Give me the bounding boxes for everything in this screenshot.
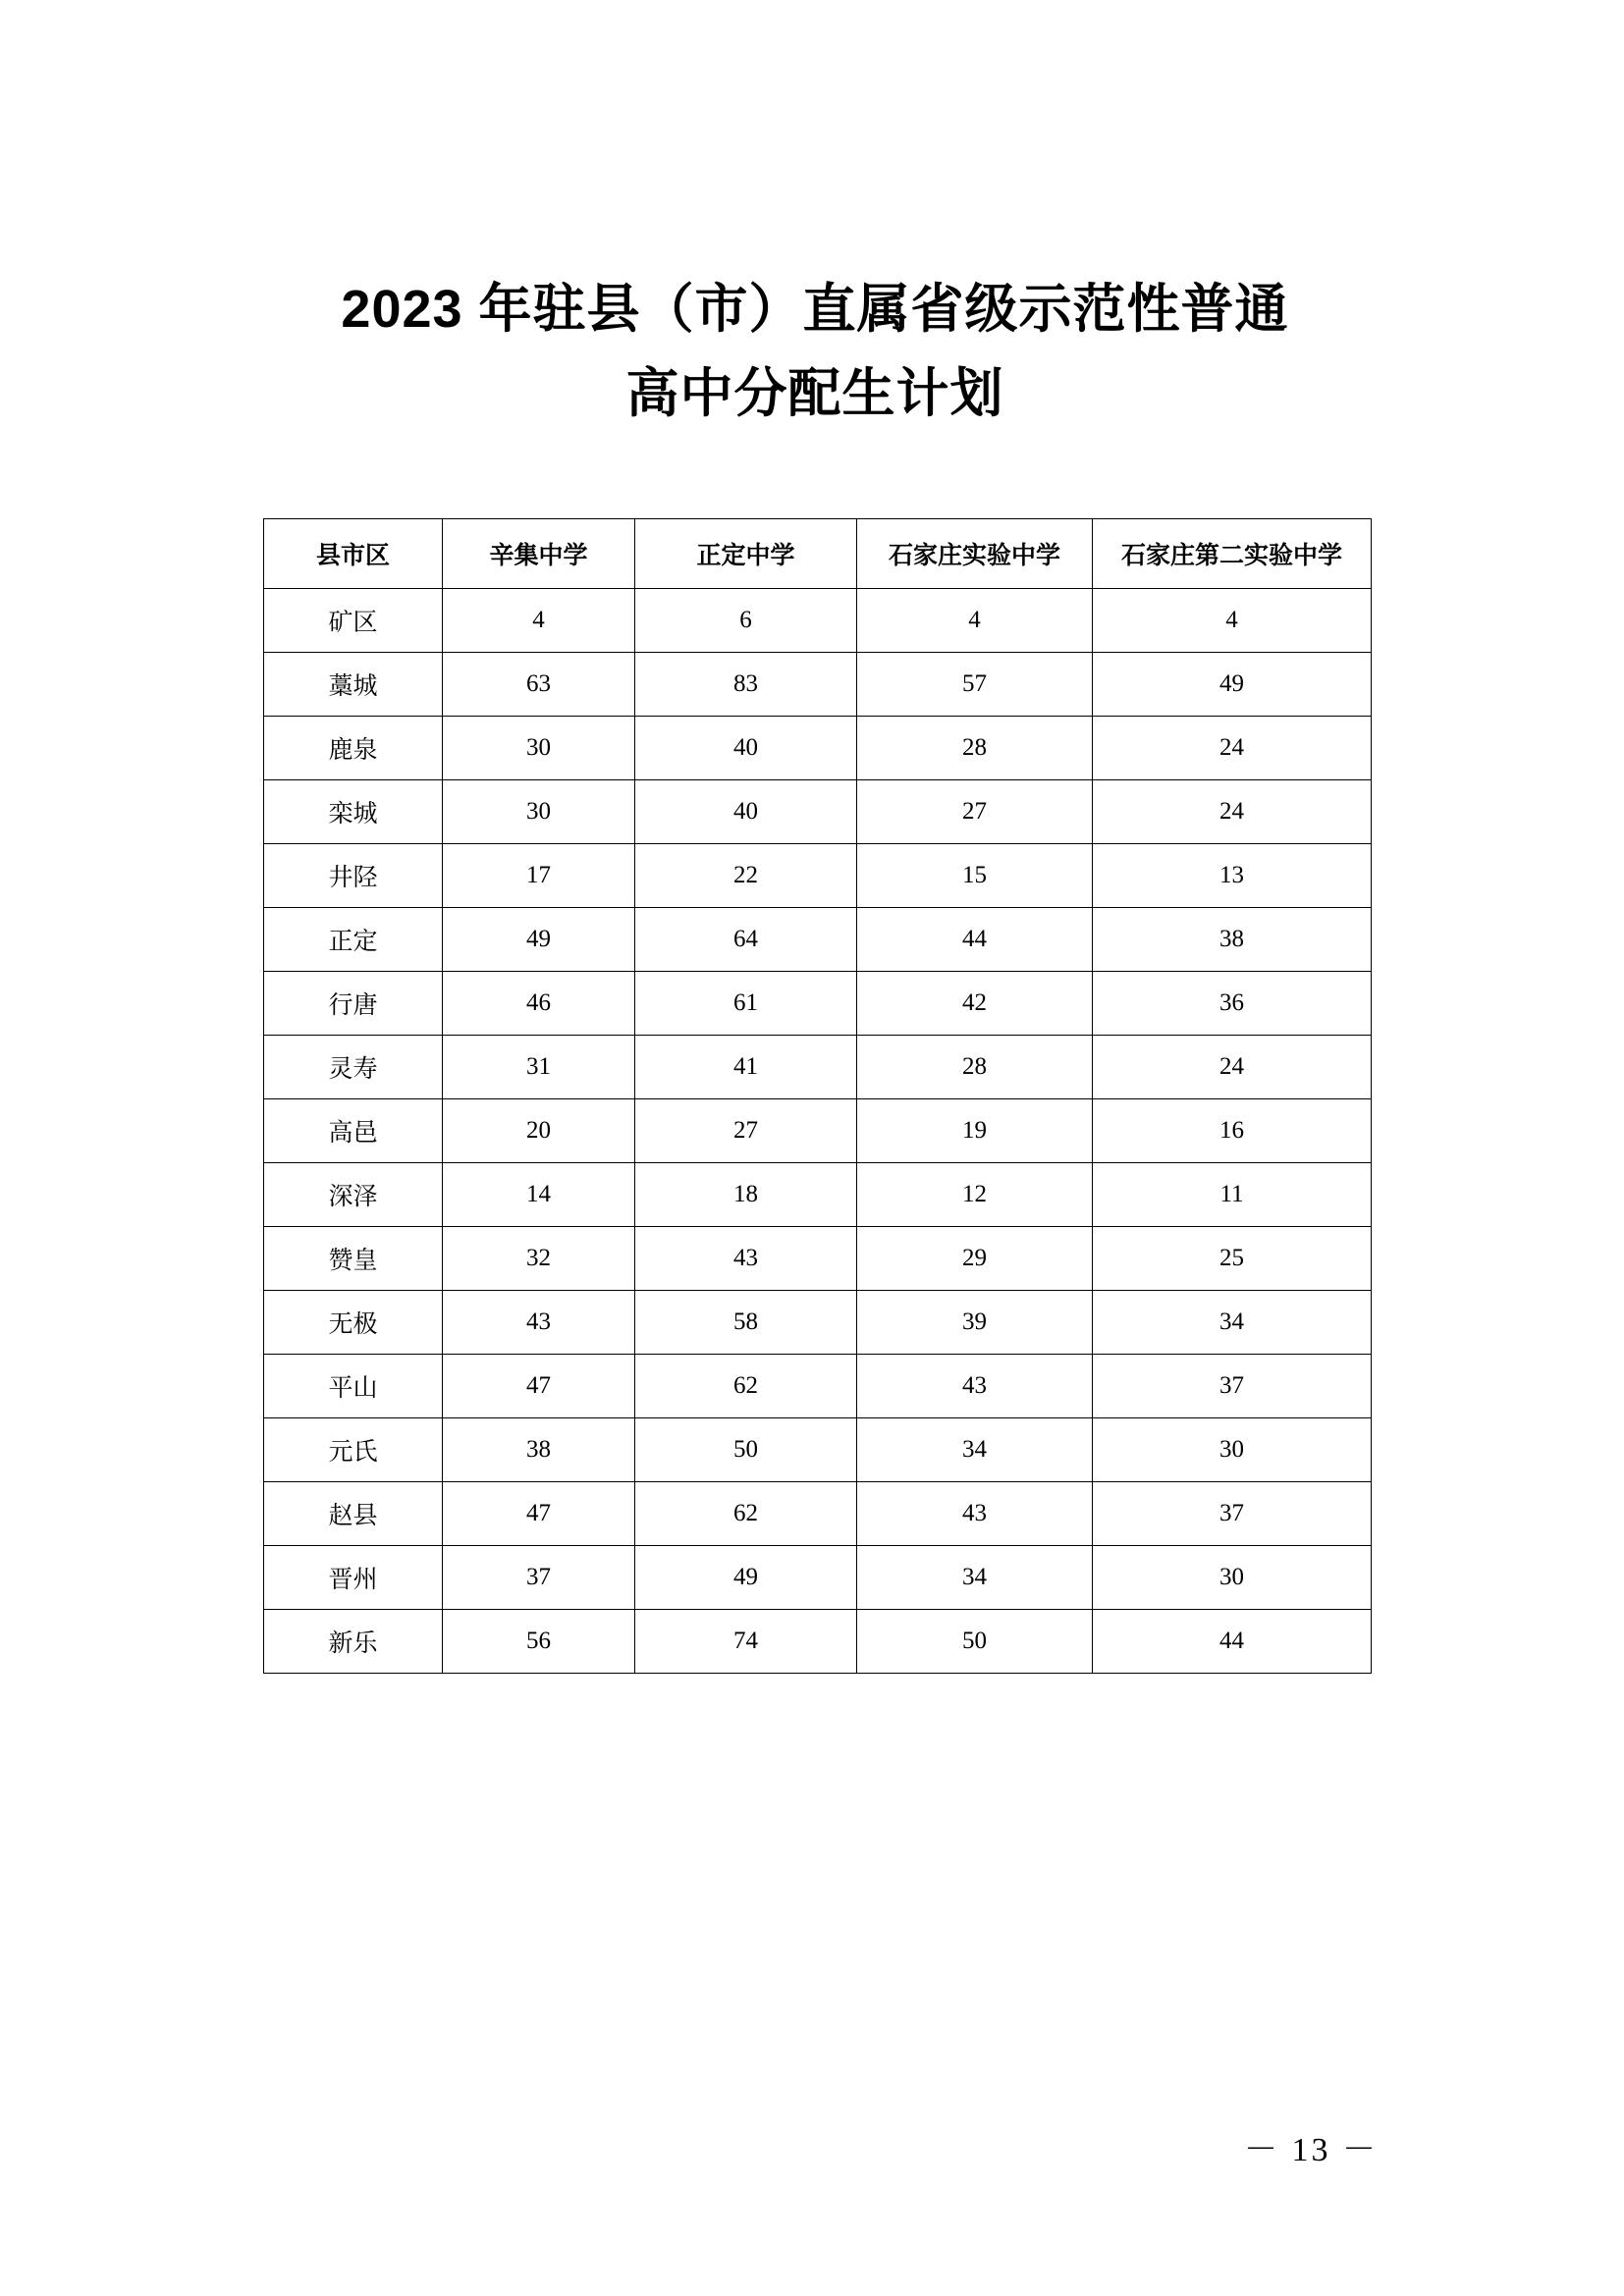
table-row (264, 653, 1372, 717)
page-title (226, 267, 1404, 436)
cell-value: 63 (443, 653, 635, 717)
table-row (264, 908, 1372, 972)
cell-value: 44 (857, 908, 1093, 972)
cell-value: 4 (1093, 589, 1372, 653)
table-row (264, 1099, 1372, 1163)
cell-value: 62 (635, 1482, 857, 1546)
cell-value: 37 (443, 1546, 635, 1610)
cell-value: 24 (1093, 717, 1372, 780)
cell-value: 37 (1093, 1355, 1372, 1418)
cell-region: 无极 (264, 1291, 443, 1355)
cell-value: 44 (1093, 1610, 1372, 1674)
cell-value: 22 (635, 844, 857, 908)
cell-value: 27 (635, 1099, 857, 1163)
cell-value: 39 (857, 1291, 1093, 1355)
cell-value: 38 (1093, 908, 1372, 972)
cell-value: 19 (857, 1099, 1093, 1163)
cell-value: 25 (1093, 1227, 1372, 1291)
page-title-line-2: 高中分配生计划 (625, 364, 1004, 423)
cell-value: 15 (857, 844, 1093, 908)
cell-region: 晋州 (264, 1546, 443, 1610)
cell-value: 49 (443, 908, 635, 972)
cell-region: 鹿泉 (264, 717, 443, 780)
table-header (264, 519, 1372, 589)
cell-value: 34 (857, 1418, 1093, 1482)
table-row (264, 1418, 1372, 1482)
cell-value: 57 (857, 653, 1093, 717)
table-row (264, 1227, 1372, 1291)
cell-region: 井陉 (264, 844, 443, 908)
cell-value: 64 (635, 908, 857, 972)
column-header-school-2: 正定中学 (635, 519, 857, 589)
cell-value: 14 (443, 1163, 635, 1227)
cell-value: 30 (443, 717, 635, 780)
cell-value: 49 (635, 1546, 857, 1610)
column-header-school-3: 石家庄实验中学 (857, 519, 1093, 589)
table-row (264, 589, 1372, 653)
cell-value: 24 (1093, 780, 1372, 844)
cell-value: 18 (635, 1163, 857, 1227)
column-header-school-4: 石家庄第二实验中学 (1093, 519, 1372, 589)
cell-value: 58 (635, 1291, 857, 1355)
cell-value: 38 (443, 1418, 635, 1482)
page-number: － 13 － (1244, 2132, 1379, 2168)
cell-value: 13 (1093, 844, 1372, 908)
column-header-region: 县市区 (264, 519, 443, 589)
table-row (264, 780, 1372, 844)
cell-value: 30 (1093, 1546, 1372, 1610)
table-row (264, 1482, 1372, 1546)
cell-region: 正定 (264, 908, 443, 972)
table-row (264, 1546, 1372, 1610)
cell-value: 43 (443, 1291, 635, 1355)
cell-region: 新乐 (264, 1610, 443, 1674)
table-header-row (264, 519, 1372, 589)
cell-value: 56 (443, 1610, 635, 1674)
cell-value: 37 (1093, 1482, 1372, 1546)
table-row (264, 1036, 1372, 1099)
table-row (264, 1291, 1372, 1355)
cell-value: 11 (1093, 1163, 1372, 1227)
cell-value: 43 (857, 1482, 1093, 1546)
cell-value: 47 (443, 1355, 635, 1418)
cell-value: 50 (635, 1418, 857, 1482)
cell-value: 30 (443, 780, 635, 844)
cell-value: 40 (635, 780, 857, 844)
cell-region: 矿区 (264, 589, 443, 653)
column-header-school-1: 辛集中学 (443, 519, 635, 589)
allocation-table-container (263, 518, 1371, 1674)
cell-value: 34 (1093, 1291, 1372, 1355)
cell-region: 高邑 (264, 1099, 443, 1163)
cell-value: 32 (443, 1227, 635, 1291)
cell-region: 灵寿 (264, 1036, 443, 1099)
cell-value: 29 (857, 1227, 1093, 1291)
table-row (264, 972, 1372, 1036)
cell-value: 31 (443, 1036, 635, 1099)
table-row (264, 717, 1372, 780)
cell-value: 62 (635, 1355, 857, 1418)
cell-value: 61 (635, 972, 857, 1036)
cell-region: 深泽 (264, 1163, 443, 1227)
cell-value: 28 (857, 717, 1093, 780)
allocation-table (263, 518, 1372, 1674)
cell-value: 28 (857, 1036, 1093, 1099)
table-row (264, 1355, 1372, 1418)
cell-value: 49 (1093, 653, 1372, 717)
cell-value: 34 (857, 1546, 1093, 1610)
cell-value: 27 (857, 780, 1093, 844)
cell-value: 30 (1093, 1418, 1372, 1482)
cell-value: 24 (1093, 1036, 1372, 1099)
cell-region: 平山 (264, 1355, 443, 1418)
cell-value: 74 (635, 1610, 857, 1674)
cell-value: 43 (857, 1355, 1093, 1418)
cell-value: 41 (635, 1036, 857, 1099)
cell-region: 行唐 (264, 972, 443, 1036)
cell-value: 17 (443, 844, 635, 908)
cell-value: 20 (443, 1099, 635, 1163)
cell-value: 50 (857, 1610, 1093, 1674)
cell-value: 36 (1093, 972, 1372, 1036)
cell-value: 6 (635, 589, 857, 653)
table-row (264, 844, 1372, 908)
cell-value: 4 (443, 589, 635, 653)
page-title-line-1: 2023 年驻县（市）直属省级示范性普通 (341, 280, 1289, 339)
cell-value: 47 (443, 1482, 635, 1546)
cell-value: 16 (1093, 1099, 1372, 1163)
cell-region: 元氏 (264, 1418, 443, 1482)
table-row (264, 1163, 1372, 1227)
cell-value: 12 (857, 1163, 1093, 1227)
table-row (264, 1610, 1372, 1674)
cell-value: 42 (857, 972, 1093, 1036)
cell-region: 栾城 (264, 780, 443, 844)
cell-value: 40 (635, 717, 857, 780)
cell-value: 83 (635, 653, 857, 717)
cell-value: 43 (635, 1227, 857, 1291)
cell-region: 赞皇 (264, 1227, 443, 1291)
cell-value: 4 (857, 589, 1093, 653)
cell-region: 赵县 (264, 1482, 443, 1546)
cell-region: 藁城 (264, 653, 443, 717)
table-body (264, 589, 1372, 1674)
cell-value: 46 (443, 972, 635, 1036)
